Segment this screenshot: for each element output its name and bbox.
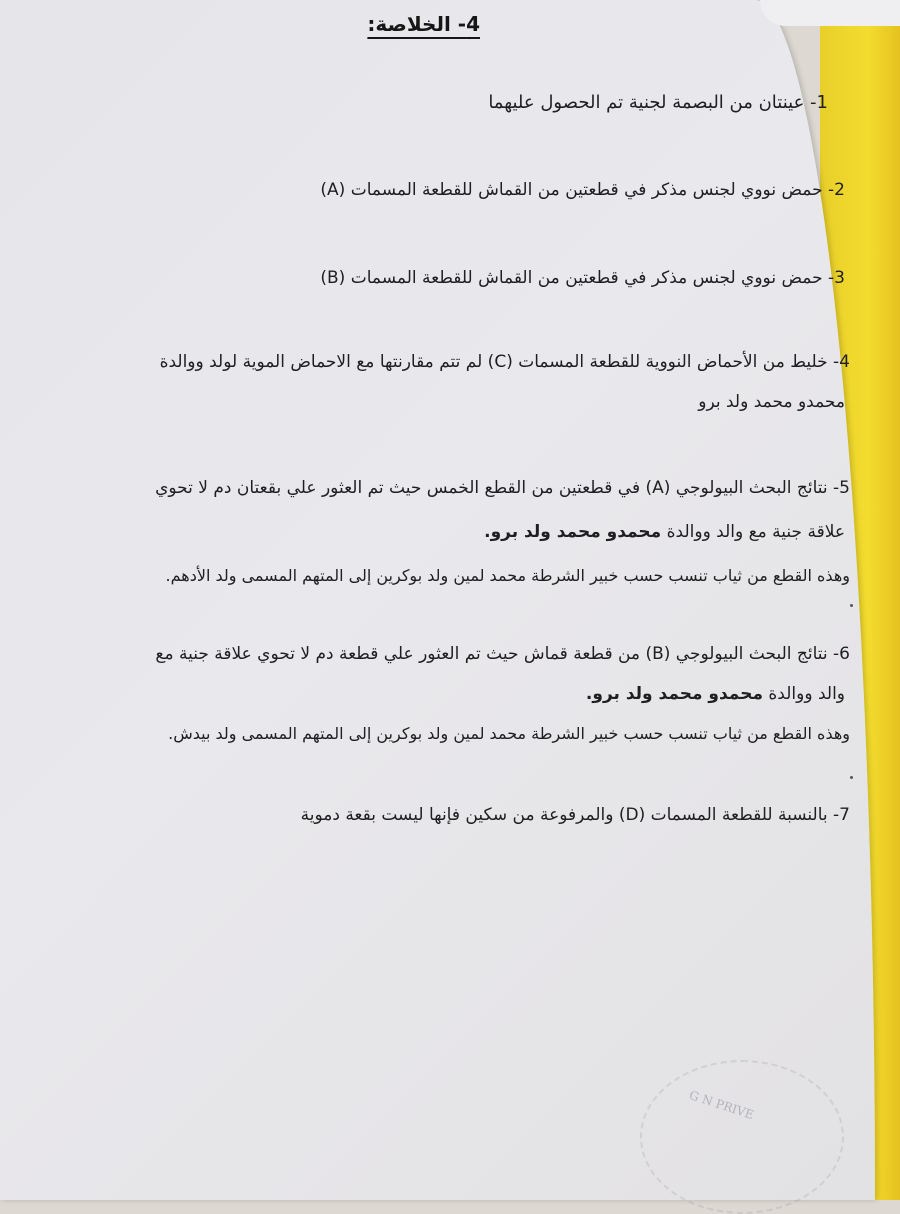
paper-corner bbox=[760, 0, 900, 26]
item-6-line-2 bbox=[586, 684, 845, 704]
item-4-line-2: محمدو محمد ولد برو bbox=[698, 392, 845, 412]
item-6-line-1: 6- نتائج البحث البيولوجي (B) من قطعة قماش حيث تم العثور علي قطعة دم لا تحوي علاقة جنية مع bbox=[155, 644, 850, 664]
item-3-line-1: 3- حمض نووي لجنس مذكر في قطعتين من القماش للقطعة المسمات (B) bbox=[320, 268, 845, 288]
stray-dot bbox=[850, 604, 853, 607]
section-title: 4- الخلاصة: bbox=[367, 12, 480, 36]
item-1-line-1: 1- عينتان من البصمة لجنية تم الحصول عليهما bbox=[488, 92, 828, 113]
item-4-line-1: 4- خليط من الأحماض النووية للقطعة المسمات (C) لم تتم مقارنتها مع الاحماض الموية لولد ووالدة bbox=[159, 352, 850, 372]
item-7-line-1: 7- بالنسبة للقطعة المسمات (D) والمرفوعة من سكين فإنها ليست بقعة دموية bbox=[300, 805, 850, 825]
item-6-line-2-text: والد ووالدة bbox=[763, 684, 845, 704]
item-6-parent-name: محمدو محمد ولد برو. bbox=[585, 684, 763, 704]
faded-stamp-text: G N PRIVE bbox=[687, 1087, 756, 1123]
item-6-line-3: وهذه القطع من ثياب تنسب حسب خبير الشرطة محمد لمين ولد بوكرين إلى المتهم المسمى ولد بيدش. bbox=[168, 724, 850, 743]
item-5-line-2 bbox=[484, 522, 845, 542]
faded-stamp bbox=[640, 1060, 844, 1214]
item-5-parent-name: محمدو محمد ولد برو. bbox=[484, 522, 662, 542]
stray-dot bbox=[850, 776, 853, 779]
item-2-line-1: 2- حمض نووي لجنس مذكر في قطعتين من القماش للقطعة المسمات (A) bbox=[320, 180, 845, 200]
item-5-line-2-text: علاقة جنية مع والد ووالدة bbox=[661, 522, 845, 542]
item-5-line-1: 5- نتائج البحث البيولوجي (A) في قطعتين من القطع الخمس حيث تم العثور علي بقعتان دم لا تحوي bbox=[155, 478, 850, 498]
item-5-line-3: وهذه القطع من ثياب تنسب حسب خبير الشرطة محمد لمين ولد بوكرين إلى المتهم المسمى ولد الأدهم. bbox=[165, 566, 850, 585]
